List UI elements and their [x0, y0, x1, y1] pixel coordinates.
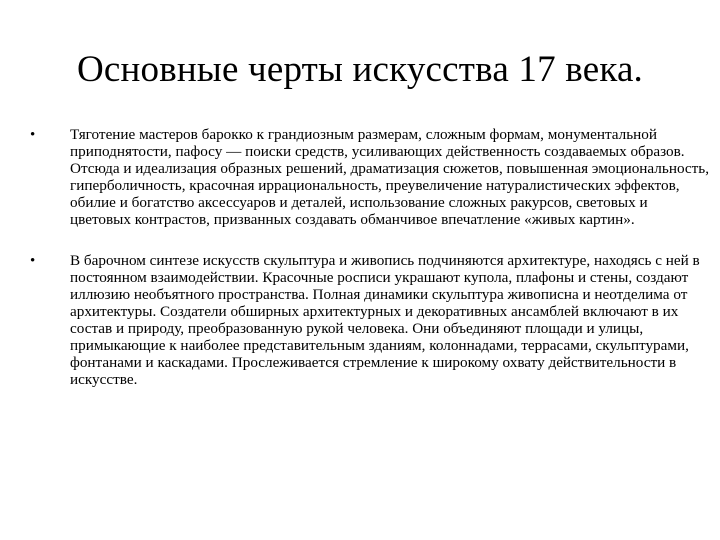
bullet-list — [30, 127, 710, 389]
slide-title: Основные черты искусства 17 века. — [76, 49, 644, 90]
bullet-text: Тяготение мастеров барокко к грандиозным размерам, сложным формам, монументальной приподнятости, пафосу — поиски средств, усиливающих действенность создаваемых образов. Отсюда и идеализация образных решений, драматизация сюжетов, повышенная эмоциональность, гиперболичность, красочная иррациональность, преувеличение натуралистических эффектов, обилие и богатство аксессуаров и деталей, использование сложных ракурсов, световых и цветовых контрастов, призванных создавать обманчивое впечатление «живых картин». — [70, 126, 710, 228]
bullet-icon: • — [30, 127, 36, 143]
bullet-icon: • — [30, 253, 36, 270]
bullet-item-baroque-features — [30, 127, 710, 228]
bullet-item-synthesis-of-arts — [30, 253, 710, 388]
bullet-text: В барочном синтезе искусств скульптура и живопись подчиняются архитектуре, находясь с ней в постоянном взаимодействии. Красочные росписи украшают купола, плафоны и стены, создают иллюзию необъятного пространства. Полная динамики скульптура живописна и неотделима от архитектуры. Создатели обширных архитектурных и декоративных ансамблей включают в их состав и природу, преобразованную рукой человека. Они объединяют площади и улицы, примыкающие к наиболее представительным зданиям, колоннадами, террасами, скульптурами, фонтанами и каскадами. Прослеживается стремление к широкому охвату действительности в искусстве. — [70, 252, 700, 388]
